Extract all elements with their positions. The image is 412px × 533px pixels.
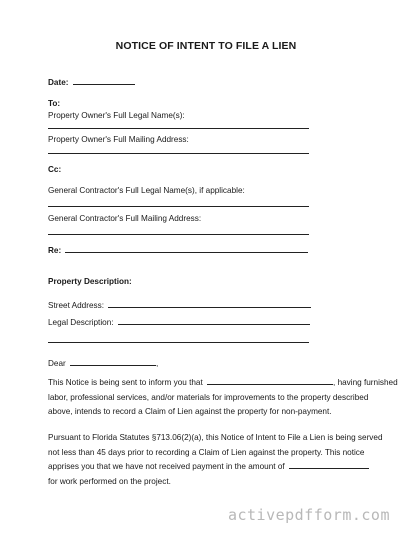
watermark: activepdfform.com <box>227 506 390 524</box>
re-field <box>48 244 308 256</box>
dear-comma: , <box>156 359 159 368</box>
date-blank[interactable] <box>73 76 135 85</box>
owner-name-line[interactable] <box>48 128 309 129</box>
street-address-label: Street Address: <box>48 301 104 310</box>
owner-address-label: Property Owner's Full Mailing Address: <box>48 135 189 144</box>
p2-line-1: Pursuant to Florida Statutes §713.06(2)(a), this Notice of Intent to File a Lien is being served <box>48 433 383 442</box>
owner-name-label: Property Owner's Full Legal Name(s): <box>48 111 185 120</box>
claimant-blank[interactable] <box>207 376 333 385</box>
p2-line-4: for work performed on the project. <box>48 476 171 486</box>
gc-address-line[interactable] <box>48 234 309 235</box>
salutation <box>48 357 158 369</box>
street-address-field <box>48 299 311 311</box>
p1-line-1a: This Notice is being sent to inform you that <box>48 378 203 387</box>
date-label: Date: <box>48 78 69 87</box>
paragraph-notice <box>48 376 398 420</box>
owner-address-line[interactable] <box>48 153 309 154</box>
p2-line-2: not less than 45 days prior to recording a Claim of Lien against the property. This notice <box>48 447 365 457</box>
gc-name-line[interactable] <box>48 206 309 207</box>
property-description-label: Property Description: <box>48 277 132 286</box>
dear-label: Dear <box>48 359 66 368</box>
cc-label: Cc: <box>48 165 62 174</box>
to-label: To: <box>48 99 61 108</box>
p1-line-1b: , having furnished <box>333 378 398 387</box>
amount-blank[interactable] <box>289 460 369 469</box>
legal-description-blank[interactable] <box>118 316 310 325</box>
legal-description-field <box>48 316 310 328</box>
legal-description-line-2[interactable] <box>48 342 309 343</box>
date-field <box>48 76 135 88</box>
re-label: Re: <box>48 246 62 255</box>
re-blank[interactable] <box>65 244 308 253</box>
legal-description-label: Legal Description: <box>48 318 114 327</box>
paragraph-notice-line-1 <box>48 376 398 391</box>
paragraph-statute-line-3 <box>48 460 378 475</box>
p2-line-3: apprises you that we have not received payment in the amount of <box>48 462 285 471</box>
dear-blank[interactable] <box>70 357 159 368</box>
paragraph-statute <box>48 431 383 489</box>
p1-line-3: above, intends to record a Claim of Lien against the property for non-payment. <box>48 407 332 416</box>
document-title: NOTICE OF INTENT TO FILE A LIEN <box>115 40 297 52</box>
gc-address-label: General Contractor's Full Mailing Address: <box>48 214 202 223</box>
street-address-blank[interactable] <box>108 299 311 308</box>
p1-line-2: labor, professional services, and/or materials for improvements to the property described <box>48 392 369 402</box>
gc-name-label: General Contractor's Full Legal Name(s), if applicable: <box>48 186 245 195</box>
